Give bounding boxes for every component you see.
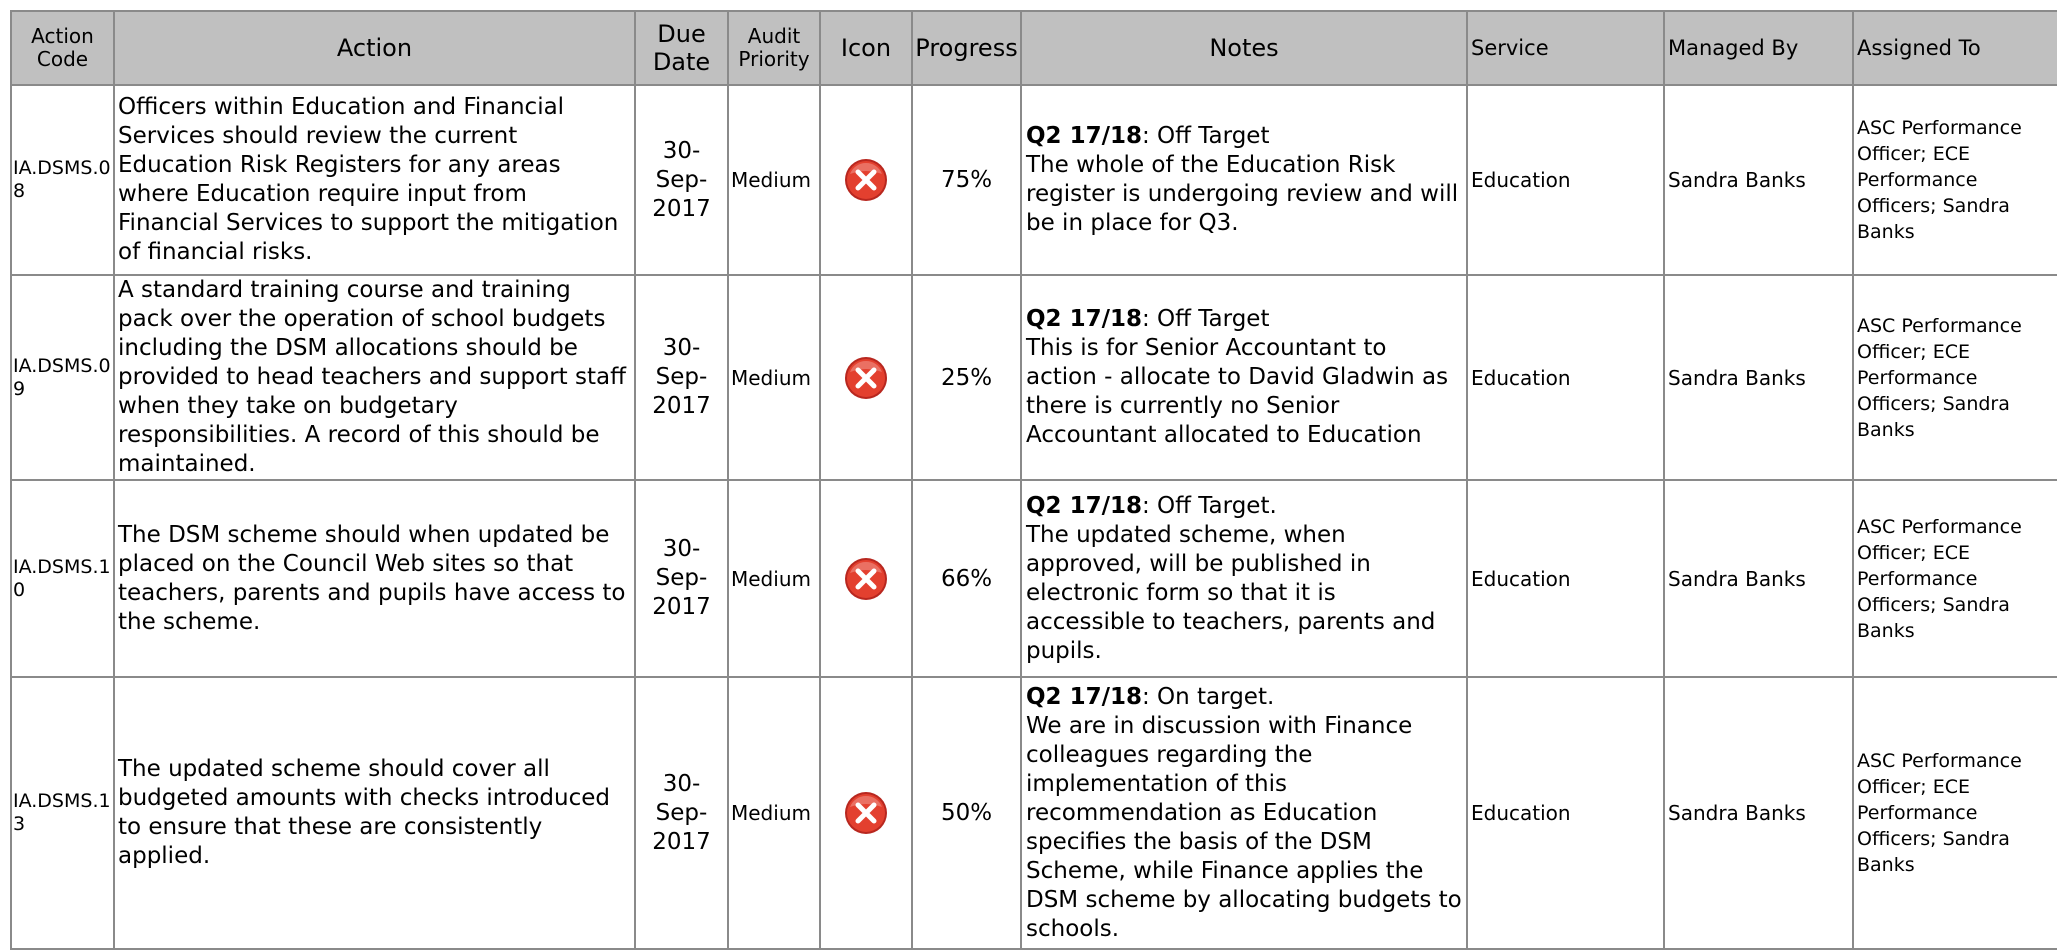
service-cell: Education: [1467, 480, 1664, 677]
action-code-cell: [11, 677, 114, 949]
priority-cell: Medium: [728, 677, 820, 949]
assigned-to-cell: ASC Performance Officer; ECE Performance Officers; Sandra Banks: [1853, 480, 2057, 677]
service-cell: Education: [1467, 85, 1664, 275]
table-row: [11, 677, 2057, 949]
notes-status: : Off Target: [1141, 306, 1270, 332]
action-code-cell: [11, 480, 114, 677]
notes-cell: [1021, 85, 1467, 275]
priority-cell: Medium: [728, 85, 820, 275]
due-date: 30-Sep-2017: [652, 335, 711, 419]
due-date: 30-Sep-2017: [652, 137, 711, 222]
table-row: [11, 480, 2057, 677]
due-date-cell: [635, 677, 728, 949]
managed-by-cell: Sandra Banks: [1664, 677, 1853, 949]
action-code: IA.DSMS.13: [13, 790, 111, 835]
icon-cell: [820, 85, 912, 275]
notes-cell: [1021, 480, 1467, 677]
header-assigned-to: Assigned To: [1853, 11, 2057, 85]
icon-cell: [820, 480, 912, 677]
notes-text: We are in discussion with Finance colleagues regarding the implementation of this recommendation as Education specifies the basis of the DSM Scheme, while Finance applies the DSM scheme by allocating budgets to schools.: [1026, 712, 1462, 942]
notes-status: : Off Target.: [1141, 492, 1277, 519]
notes-status: : Off Target: [1141, 123, 1270, 149]
red-cross-icon: [844, 356, 888, 400]
action-code: IA.DSMS.09: [13, 354, 111, 400]
action-code: IA.DSMS.08: [13, 157, 111, 202]
action-cell: Officers within Education and Financial Services should review the current Education Risk Registers for any areas where Education require input from Financial Services to support the mitigation of financial risks.: [114, 85, 635, 275]
table-row: [11, 275, 2057, 480]
header-service: Service: [1467, 11, 1664, 85]
red-cross-icon: [844, 791, 888, 835]
header-notes: Notes: [1021, 11, 1467, 85]
notes-quarter-label: Q2 17/18: [1026, 492, 1142, 519]
action-code-cell: [11, 85, 114, 275]
progress-cell: 75%: [912, 85, 1021, 275]
icon-cell: [820, 275, 912, 480]
managed-by-cell: Sandra Banks: [1664, 480, 1853, 677]
notes-cell: [1021, 275, 1467, 480]
header-progress: Progress: [912, 11, 1021, 85]
notes-text: This is for Senior Accountant to action - allocate to David Gladwin as there is currently no Senior Accountant allocated to Education: [1026, 335, 1449, 448]
progress-cell: 25%: [912, 275, 1021, 480]
service-cell: Education: [1467, 275, 1664, 480]
notes-status: : On target.: [1141, 683, 1275, 710]
due-date-cell: [635, 480, 728, 677]
action-code: IA.DSMS.10: [13, 555, 111, 601]
assigned-to-cell: ASC Performance Officer; ECE Performance Officers; Sandra Banks: [1853, 677, 2057, 949]
managed-by-cell: Sandra Banks: [1664, 275, 1853, 480]
notes-quarter-label: Q2 17/18: [1026, 306, 1142, 332]
red-cross-icon: [844, 158, 888, 202]
header-icon: Icon: [820, 11, 912, 85]
priority-cell: Medium: [728, 275, 820, 480]
header-action-code: Action Code: [11, 11, 114, 85]
assigned-to-cell: ASC Performance Officer; ECE Performance Officers; Sandra Banks: [1853, 85, 2057, 275]
table-row: [11, 85, 2057, 275]
progress-cell: 50%: [912, 677, 1021, 949]
priority-cell: Medium: [728, 480, 820, 677]
due-date-cell: [635, 275, 728, 480]
header-managed-by: Managed By: [1664, 11, 1853, 85]
action-cell: The DSM scheme should when updated be placed on the Council Web sites so that teachers, parents and pupils have access to the scheme.: [114, 480, 635, 677]
action-plan-table: [10, 10, 2057, 950]
action-cell: The updated scheme should cover all budgeted amounts with checks introduced to ensure that these are consistently applied.: [114, 677, 635, 949]
action-cell: A standard training course and training pack over the operation of school budgets including the DSM allocations should be provided to head teachers and support staff when they take on budgetary responsibilities. A record of this should be maintained.: [114, 275, 635, 480]
header-action: Action: [114, 11, 635, 85]
service-cell: Education: [1467, 677, 1664, 949]
table-header-row: [11, 11, 2057, 85]
notes-cell: [1021, 677, 1467, 949]
progress-cell: 66%: [912, 480, 1021, 677]
notes-text: The updated scheme, when approved, will be published in electronic form so that it is accessible to teachers, parents and pupils.: [1026, 521, 1436, 664]
due-date: 30-Sep-2017: [652, 770, 711, 855]
due-date-cell: [635, 85, 728, 275]
assigned-to-cell: ASC Performance Officer; ECE Performance Officers; Sandra Banks: [1853, 275, 2057, 480]
red-cross-icon: [844, 557, 888, 601]
notes-quarter-label: Q2 17/18: [1026, 123, 1142, 149]
due-date: 30-Sep-2017: [652, 536, 711, 620]
header-audit-priority: Audit Priority: [728, 11, 820, 85]
notes-text: The whole of the Education Risk register is undergoing review and will be in place for Q3.: [1026, 152, 1459, 236]
header-due-date: Due Date: [635, 11, 728, 85]
action-code-cell: [11, 275, 114, 480]
managed-by-cell: Sandra Banks: [1664, 85, 1853, 275]
notes-quarter-label: Q2 17/18: [1026, 683, 1142, 710]
icon-cell: [820, 677, 912, 949]
